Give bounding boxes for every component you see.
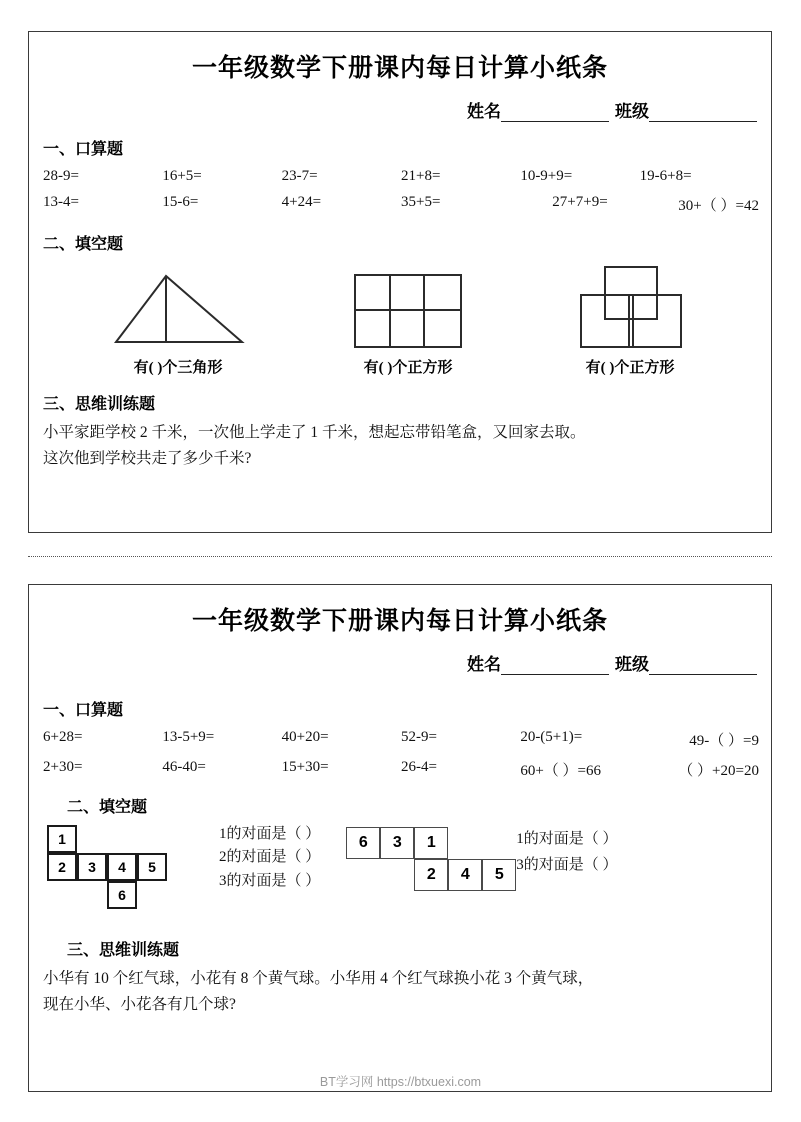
triangle-shape — [108, 272, 248, 348]
page-title: 一年级数学下册课内每日计算小纸条 — [191, 608, 608, 635]
problem-line: 这次他到学校共走了多少千米? — [43, 449, 252, 467]
calc-item[interactable]: 60+（ ）=66 — [520, 763, 601, 779]
cube-net-left — [47, 825, 197, 909]
figure-triangle — [108, 272, 248, 377]
word-problem-1 — [29, 420, 771, 471]
net-cell: 6 — [346, 827, 380, 859]
calc-item[interactable]: 13-5+9= — [162, 729, 215, 745]
figure-overlapping-squares — [568, 264, 692, 377]
calc-item[interactable]: 28-9= — [43, 168, 79, 184]
name-label: 姓名 — [467, 655, 501, 674]
net-cell: 5 — [137, 853, 167, 881]
cube-net-right-group — [346, 821, 617, 893]
grid-3x2-icon — [354, 274, 462, 348]
net-cell: 3 — [77, 853, 107, 881]
calc-item[interactable]: 19-6+8= — [639, 168, 692, 184]
name-class-line — [29, 97, 771, 122]
calc-item[interactable]: 30+（ ）=42 — [678, 198, 759, 214]
triangle-icon — [108, 272, 248, 348]
net-cell: 3 — [380, 827, 414, 859]
class-label: 班级 — [615, 102, 649, 121]
name-class-line — [29, 650, 771, 675]
calc-item[interactable]: 2+30= — [43, 759, 83, 775]
net-cell: 1 — [414, 827, 448, 859]
worksheet-card-1 — [28, 31, 772, 533]
figure-caption: 有( )个三角形 — [133, 360, 223, 376]
name-input-blank[interactable] — [501, 106, 609, 122]
questions-left — [219, 823, 320, 893]
net-cell: 2 — [47, 853, 77, 881]
calc-item[interactable]: 4+24= — [281, 194, 322, 210]
calc-item[interactable]: 10-9+9= — [520, 168, 573, 184]
calc-row — [43, 168, 759, 185]
problem-line: 小平家距学校 2 千米，一次他上学走了 1 千米，想起忘带铅笔盒，又回家去取。 — [43, 424, 586, 441]
figure-grid — [354, 274, 462, 377]
calc-row — [43, 759, 759, 780]
question-item[interactable]: 3的对面是（ ） — [219, 872, 321, 889]
page-separator — [28, 556, 772, 557]
net-cell: 5 — [482, 859, 516, 891]
page-title: 一年级数学下册课内每日计算小纸条 — [191, 55, 608, 82]
cube-net-left-group — [47, 821, 320, 909]
calc-item[interactable]: 46-40= — [162, 759, 206, 775]
calc-item[interactable]: 15-6= — [162, 194, 199, 210]
net-cell: 4 — [107, 853, 137, 881]
overlapping-squares-shape — [568, 264, 692, 348]
problem-line: 现在小华、小花各有几个球? — [43, 995, 236, 1013]
section-heading-thinking-2: 三、思维训练题 — [67, 942, 180, 959]
calc-item[interactable]: 26-4= — [400, 759, 437, 775]
footer-watermark: BT学习网 https://btxuexi.com — [319, 1075, 482, 1089]
calc-item[interactable]: 15+30= — [281, 759, 329, 775]
class-input-blank[interactable] — [649, 659, 757, 675]
net-cell: 2 — [414, 859, 448, 891]
section-heading-oral-1: 一、口算题 — [43, 141, 124, 158]
cube-nets-row — [29, 821, 771, 909]
overlapping-squares-icon — [568, 264, 692, 348]
section-heading-fill-2: 二、填空题 — [67, 799, 148, 816]
grid-shape — [354, 274, 462, 348]
calc-item[interactable]: （ ）+20=20 — [678, 763, 759, 779]
question-item[interactable]: 2的对面是（ ） — [219, 849, 321, 866]
class-input-blank[interactable] — [649, 106, 757, 122]
question-item[interactable]: 3的对面是（ ） — [516, 856, 618, 873]
word-problem-2 — [29, 966, 771, 1017]
calc-item[interactable]: 49-（ ）=9 — [689, 733, 759, 749]
figures-row — [29, 264, 771, 377]
section-heading-fill-1: 二、填空题 — [43, 236, 124, 253]
calc-item[interactable]: 40+20= — [281, 729, 329, 745]
worksheet-card-2 — [28, 584, 772, 1092]
calc-item[interactable]: 16+5= — [162, 168, 202, 184]
calc-item[interactable]: 6+28= — [43, 729, 83, 745]
section-heading-oral-2: 一、口算题 — [43, 702, 124, 719]
calc-item[interactable]: 21+8= — [400, 168, 441, 184]
oral-calc-block-1 — [29, 168, 771, 215]
questions-right — [516, 827, 617, 878]
oral-calc-block-2 — [29, 729, 771, 780]
calc-item[interactable]: 20-(5+1)= — [520, 729, 583, 745]
net-cell: 6 — [107, 881, 137, 909]
question-item[interactable]: 1的对面是（ ） — [219, 826, 321, 842]
net-cell: 4 — [448, 859, 482, 891]
calc-row — [43, 194, 759, 215]
cube-net-right — [346, 827, 504, 893]
calc-item[interactable]: 27+7+9= — [552, 194, 608, 210]
question-item[interactable]: 1的对面是（ ） — [516, 831, 618, 847]
figure-caption: 有( )个正方形 — [363, 360, 453, 376]
calc-item[interactable]: 13-4= — [43, 194, 79, 210]
section-heading-thinking-1: 三、思维训练题 — [43, 396, 156, 413]
net-cell: 1 — [47, 825, 77, 853]
calc-item[interactable]: 23-7= — [281, 168, 318, 184]
class-label: 班级 — [615, 655, 649, 674]
name-input-blank[interactable] — [501, 659, 609, 675]
calc-row — [43, 729, 759, 750]
problem-line: 小华有 10 个红气球，小花有 8 个黄气球。小华用 4 个红气球换小花 3 个黄气球， — [43, 970, 594, 987]
calc-item[interactable]: 52-9= — [400, 729, 437, 745]
calc-item[interactable]: 35+5= — [400, 194, 441, 210]
figure-caption: 有( )个正方形 — [585, 360, 675, 376]
name-label: 姓名 — [467, 102, 501, 121]
